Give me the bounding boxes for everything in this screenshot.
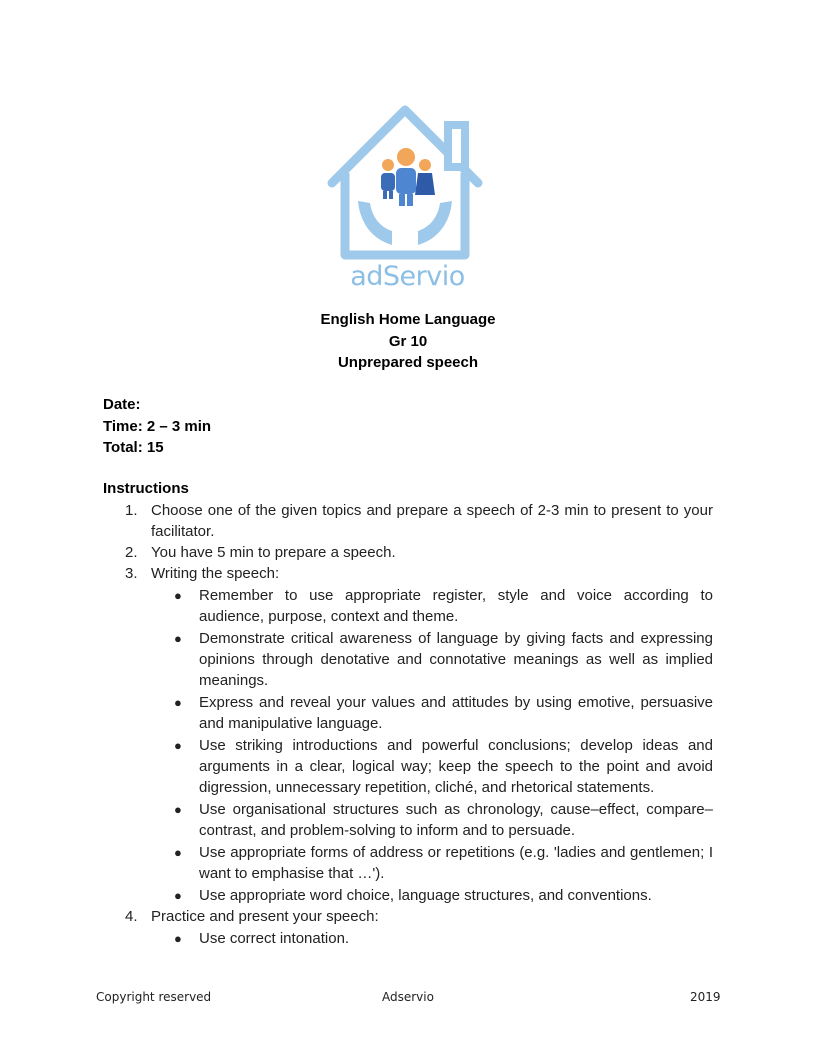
time-label: Time: 2 – 3 min	[103, 417, 212, 435]
document-heading	[0, 309, 816, 374]
sub-list-item	[174, 585, 713, 627]
sub-list-item	[174, 885, 713, 906]
instructions-list	[0, 500, 816, 949]
list-item	[125, 542, 713, 563]
adservio-logo	[320, 103, 495, 293]
sub-item-text: Express and reveal your values and attitudes by using emotive, persuasive and manipulative language.	[199, 694, 713, 732]
list-item	[125, 500, 713, 542]
date-label: Date:	[103, 396, 141, 413]
assessment-meta	[103, 394, 211, 459]
sub-item-text: Demonstrate critical awareness of language by giving facts and expressing opinions through denotative and connotative meanings as well as implied meanings.	[199, 630, 713, 689]
logo-wordmark: adServio	[350, 261, 465, 292]
sub-list-item	[174, 692, 713, 734]
sub-item-text: Use appropriate word choice, language structures, and conventions.	[199, 887, 652, 904]
house-hands-icon	[320, 103, 495, 263]
bullet-icon: ●	[174, 631, 182, 646]
bullet-icon: ●	[174, 695, 182, 710]
item-number: 4.	[125, 908, 138, 925]
item-text: You have 5 min to prepare a speech.	[151, 544, 396, 561]
total-label: Total: 15	[103, 439, 164, 456]
bullet-icon: ●	[174, 738, 182, 753]
item-text: Practice and present your speech:	[151, 908, 379, 925]
sub-item-text: Remember to use appropriate register, style and voice according to audience, purpose, context and theme.	[199, 587, 713, 625]
sub-item-text: Use appropriate forms of address or repetitions (e.g. 'ladies and gentlemen; I want to emphasise that …').	[199, 844, 713, 882]
item-number: 3.	[125, 565, 138, 582]
item-number: 2.	[125, 544, 138, 561]
item-text: Choose one of the given topics and prepare a speech of 2-3 min to present to your facilitator.	[151, 502, 713, 540]
footer-company: Adservio	[382, 990, 434, 1004]
sub-item-text: Use organisational structures such as chronology, cause–effect, compare–contrast, and problem-solving to inform and to persuade.	[199, 801, 713, 839]
sub-list-item	[174, 842, 713, 884]
footer-copyright: Copyright reserved	[96, 990, 212, 1004]
sub-list-item	[174, 735, 713, 798]
item-text: Writing the speech:	[151, 565, 280, 582]
sub-list-item	[174, 928, 713, 949]
list-item	[125, 906, 713, 927]
bullet-icon: ●	[174, 888, 182, 903]
footer-year: 2019	[690, 990, 721, 1004]
bullet-icon: ●	[174, 931, 182, 946]
subject-title: English Home Language	[320, 311, 496, 328]
task-title: Unprepared speech	[337, 354, 479, 371]
item-number: 1.	[125, 502, 138, 519]
instructions-heading: Instructions	[103, 480, 189, 497]
bullet-icon: ●	[174, 845, 182, 860]
sub-item-text: Use striking introductions and powerful conclusions; develop ideas and arguments in a clear, logical way; keep the speech to the point and avoid digression, unnecessary repetition, cliché, and rhetorical statements.	[199, 737, 713, 796]
sub-list-item	[174, 799, 713, 841]
bullet-icon: ●	[174, 802, 182, 817]
bullet-icon: ●	[174, 588, 182, 603]
list-item	[125, 563, 713, 584]
sub-item-text: Use correct intonation.	[199, 930, 350, 947]
sub-list-item	[174, 628, 713, 691]
grade-label: Gr 10	[388, 332, 428, 350]
